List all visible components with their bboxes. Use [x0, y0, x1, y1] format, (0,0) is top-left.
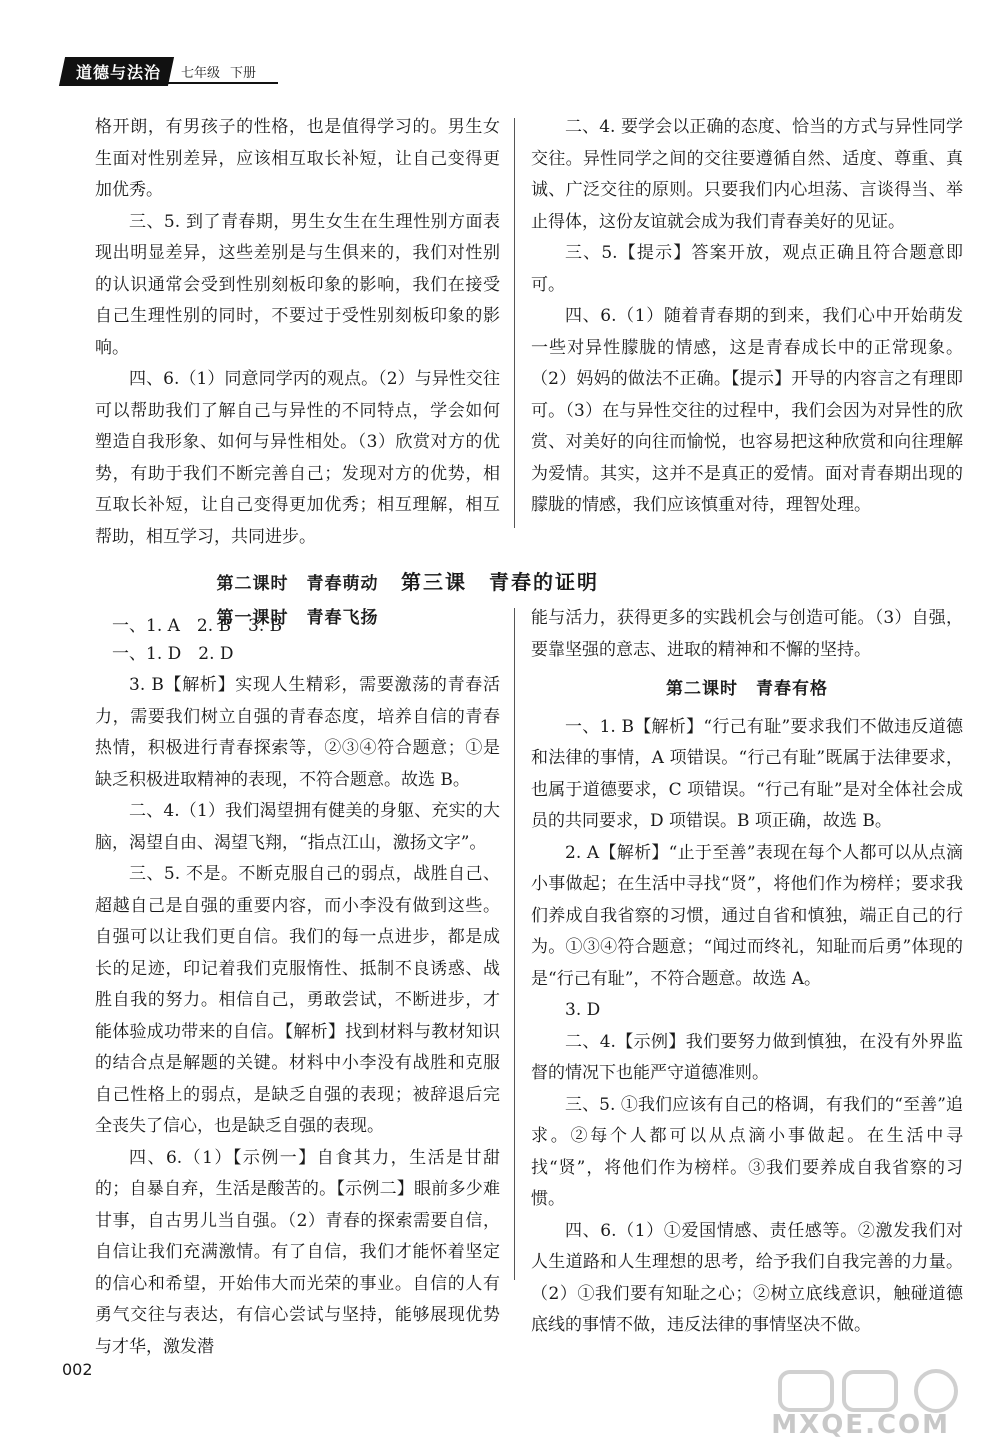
subject-title: 道德与法治	[59, 57, 174, 86]
header-rule	[62, 82, 278, 84]
paragraph: 3. B【解析】实现人生精彩，需要激荡的青春活力，需要我们树立自强的青春态度，培养自信的青春热情，积极进行青春探索等，②③④符合题意；①是缺乏积极进取精神的表现，不符合题意。故选 B。	[95, 675, 500, 790]
paragraph: 三、5.【提示】答案开放，观点正确且符合题意即可。	[531, 243, 963, 295]
paragraph: 四、6.（1）【示例一】自食其力，生活是甘甜的；自暴自弃，生活是酸苦的。【示例二】眼前多少难甘事，自古男儿当自强。（2）青春的探索需要自信，自信让我们充满激情。有了自信，我们才能怀着坚定的信心和希望，开始伟大而光荣的事业。自信的人有勇气交往与表达，有信心尝试与坚持，能够展现优势与才华，激发潜	[95, 1147, 500, 1357]
top-left-column	[95, 112, 500, 642]
lesson-heading: 第二课时 青春有格	[666, 679, 828, 699]
paragraph: 二、4.（1）我们渴望拥有健美的身躯、充实的大脑，渴望自由、渴望飞翔，“指点江山，激扬文字”。	[95, 801, 500, 853]
paragraph: 格开朗，有男孩子的性格，也是值得学习的。男生女生面对性别差异，应该相互取长补短，让自己变得更加优秀。	[95, 117, 500, 200]
section-title: 第三课 青春的证明	[401, 570, 599, 594]
running-header	[62, 58, 256, 84]
paragraph: 三、5. 不是。不断克服自己的弱点，战胜自己、超越自己是自强的重要内容，而小李没有做到这些。自强可以让我们更自信。我们的每一点进步，都是成长的足迹，印记着我们克服惰性、抵制不良诱惑、战胜自我的努力。相信自己，勇敢尝试，不断进步，才能体验成功带来的自信。【解析】找到材料与教材知识的结合点是解题的关键。材料中小李没有战胜和克服自己性格上的弱点，是缺乏自强的表现；被辞退后完全丧失了信心，也是缺乏自强的表现。	[95, 864, 500, 1136]
paragraph: 三、5. ①我们应该有自己的格调，有我们的“至善”追求。②每个人都可以从点滴小事做起。在生活中寻找“贤”，将他们作为榜样。③我们要养成自我省察的习惯。	[531, 1094, 963, 1209]
top-right-column	[531, 112, 963, 522]
paragraph: 四、6.（1）①爱国情感、责任感等。②激发我们对人生道路和人生理想的思考，给予我们自我完善的力量。（2）①我们要有知耻之心；②树立底线意识，触碰道德底线的事情不做，违反法律的事情坚决不做。	[531, 1220, 963, 1335]
lesson-heading: 第一课时 青春飞扬	[216, 608, 379, 628]
paragraph: 二、4.【示例】我们要努力做到慎独，在没有外界监督的情况下也能严守道德准则。	[531, 1031, 963, 1083]
paragraph: 2. A【解析】“止于至善”表现在每个人都可以从点滴小事做起；在生活中寻找“贤”，将他们作为榜样；要求我们养成自我省察的习惯，通过自省和慎独，端正自己的行为。①③④符合题意；“闻过而终礼，知耻而后勇”体现的是“行己有耻”，不符合题意。故选 A。	[531, 842, 963, 989]
paragraph: 3. D	[565, 1000, 601, 1020]
volume-label: 下册	[230, 65, 257, 81]
bottom-right-column	[531, 603, 963, 1342]
paragraph: 能与活力，获得更多的实践机会与创造可能。（3）自强，要靠坚强的意志、进取的精神和不懈的坚持。	[531, 608, 963, 660]
answer-line: 一、1. A 2. B 3. B	[112, 615, 283, 636]
column-divider	[514, 118, 515, 528]
watermark-url: MXQE.COM	[771, 1410, 950, 1440]
paragraph: 二、4. 要学会以正确的态度、恰当的方式与异性同学交往。异性同学之间的交往要遵循自然、适度、尊重、真诚、广泛交往的原则。只要我们内心坦荡、言谈得当、举止得体，这份友谊就会成为我们青春美好的见证。	[531, 117, 963, 232]
lesson-heading: 第二课时 青春萌动	[216, 574, 379, 594]
bottom-left-column	[95, 603, 500, 1363]
paragraph: 四、6.（1）随着青春期的到来，我们心中开始萌发一些对异性朦胧的情感，这是青春成长中的正常现象。（2）妈妈的做法不正确。【提示】开导的内容言之有理即可。（3）在与异性交往的过程中，我们会因为对异性的欣赏、对美好的向往而愉悦，也容易把这种欣赏和向往理解为爱情。其实，这并不是真正的爱情。面对青春期出现的朦胧的情感，我们应该慎重对待，理智处理。	[531, 306, 963, 515]
paragraph: 一、1. B【解析】“行己有耻”要求我们不做违反道德和法律的事情，A 项错误。“行己有耻”既属于法律要求，也属于道德要求，C 项错误。“行己有耻”是对全体社会成员的共同要求，D 项错误。B 项正确，故选 B。	[531, 716, 963, 831]
paragraph: 四、6.（1）同意同学丙的观点。（2）与异性交往可以帮助我们了解自己与异性的不同特点，学会如何塑造自我形象、如何与异性相处。（3）欣赏对方的优势，有助于我们不断完善自己；发现对方的优势，相互取长补短，让自己变得更加优秀；相互理解，相互帮助，相互学习，共同进步。	[95, 369, 500, 547]
grade-label: 七年级	[181, 65, 221, 81]
column-divider	[514, 608, 515, 1280]
paragraph: 三、5. 到了青春期，男生女生在生理性别方面表现出明显差异，这些差别是与生俱来的，我们对性别的认识通常会受到性别刻板印象的影响，我们在接受自己生理性别的同时，不要过于受性别刻板印象的影响。	[95, 211, 500, 358]
answer-line: 一、1. D 2. D	[112, 643, 234, 664]
page-number: 002	[62, 1360, 93, 1379]
